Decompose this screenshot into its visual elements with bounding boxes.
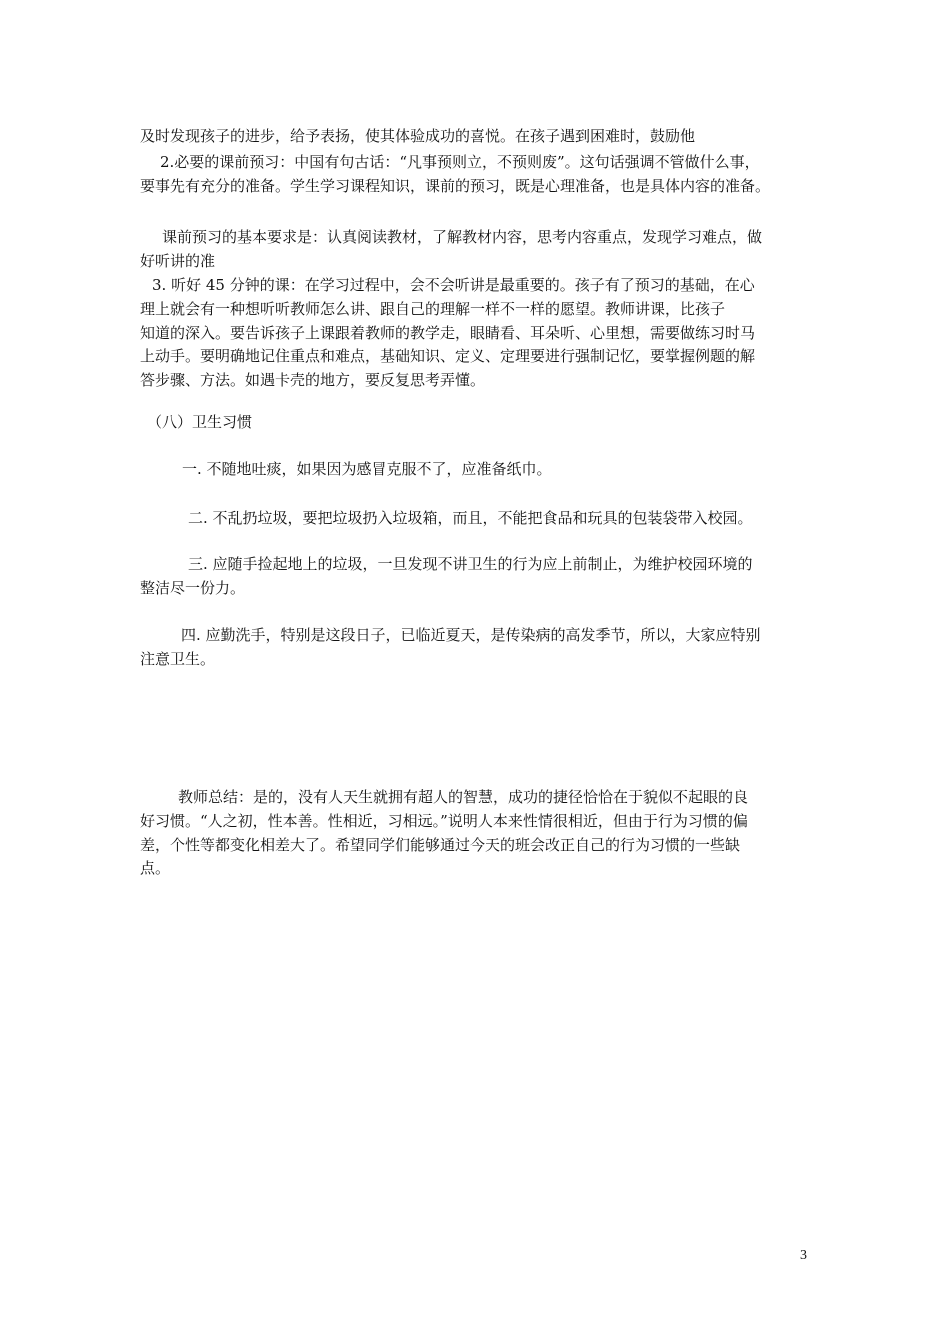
paragraph-preview-cont [140, 175, 770, 199]
page-number: 3 [800, 1248, 807, 1263]
paragraph-line: 注意卫生。 [140, 650, 216, 668]
paragraph-line: 好习惯。“人之初，性本善。性相近，习相远。”说明人本来性情很相近，但由于行为习惯的偏 [140, 812, 748, 830]
list-item: 一. 不随地吐痰，如果因为感冒克服不了，应准备纸巾。 [182, 460, 552, 478]
paragraph-line: 教师总结：是的，没有人天生就拥有超人的智慧，成功的捷径恰恰在于貌似不起眼的良 [178, 788, 749, 806]
paragraph-line: 2.必要的课前预习：中国有句古话：“凡事预则立，不预则废”。这句话强调不管做什么事， [160, 153, 760, 171]
paragraph-line: 要事先有充分的准备。学生学习课程知识，课前的预习，既是心理准备，也是具体内容的准备。 [140, 177, 771, 195]
section-heading: （八）卫生习惯 [147, 413, 253, 431]
paragraph-line: 理上就会有一种想听听教师怎么讲、跟自己的理解一样不一样的愿望。教师讲课，比孩子 [140, 300, 726, 318]
paragraph-line: 三. 应随手捡起地上的垃圾，一旦发现不讲卫生的行为应上前制止，为维护校园环境的 [188, 555, 753, 573]
summary-paragraph [140, 810, 748, 881]
summary-first [178, 786, 748, 810]
paragraph-preview [160, 151, 760, 175]
paragraph-line: 好听讲的准 [140, 252, 216, 270]
paragraph-line: 课前预习的基本要求是：认真阅读教材，了解教材内容，思考内容重点，发现学习难点，做 [162, 228, 763, 246]
paragraph-listen-first [152, 274, 755, 298]
list-item-cont [140, 648, 215, 672]
list-item [188, 553, 753, 577]
paragraph-line: 上动手。要明确地记住重点和难点，基础知识、定义、定理要进行强制记忆，要掌握例题的解 [140, 347, 756, 365]
paragraph-line: 差，个性等都变化相差大了。希望同学们能够通过今天的班会改正自己的行为习惯的一些缺 [140, 835, 741, 854]
paragraph-preview-requirements-cont [140, 250, 215, 274]
paragraph-line: 答步骤、方法。如遇卡壳的地方，要反复思考弄懂。 [140, 370, 486, 389]
paragraph-line: 四. 应勤洗手，特别是这段日子，已临近夏天，是传染病的高发季节，所以，大家应特别 [181, 626, 761, 644]
paragraph-listen [140, 298, 755, 392]
paragraph-line: 点。 [140, 859, 171, 877]
list-item: 二. 不乱扔垃圾，要把垃圾扔入垃圾箱，而且，不能把食品和玩具的包装袋带入校园。 [188, 509, 753, 527]
list-item [181, 624, 761, 648]
paragraph-line: 及时发现孩子的进步，给予表扬，使其体验成功的喜悦。在孩子遇到困难时，鼓励他 [140, 127, 696, 145]
paragraph-line: 知道的深入。要告诉孩子上课跟着教师的教学走，眼睛看、耳朵听、心里想，需要做练习时马 [140, 323, 756, 342]
paragraph-line: 整洁尽一份力。 [140, 579, 246, 597]
paragraph-line: 3. 听好 45 分钟的课：在学习过程中，会不会听讲是最重要的。孩子有了预习的基础，在心 [152, 276, 755, 294]
paragraph-preview-requirements [162, 226, 762, 250]
list-item-cont [140, 577, 245, 601]
